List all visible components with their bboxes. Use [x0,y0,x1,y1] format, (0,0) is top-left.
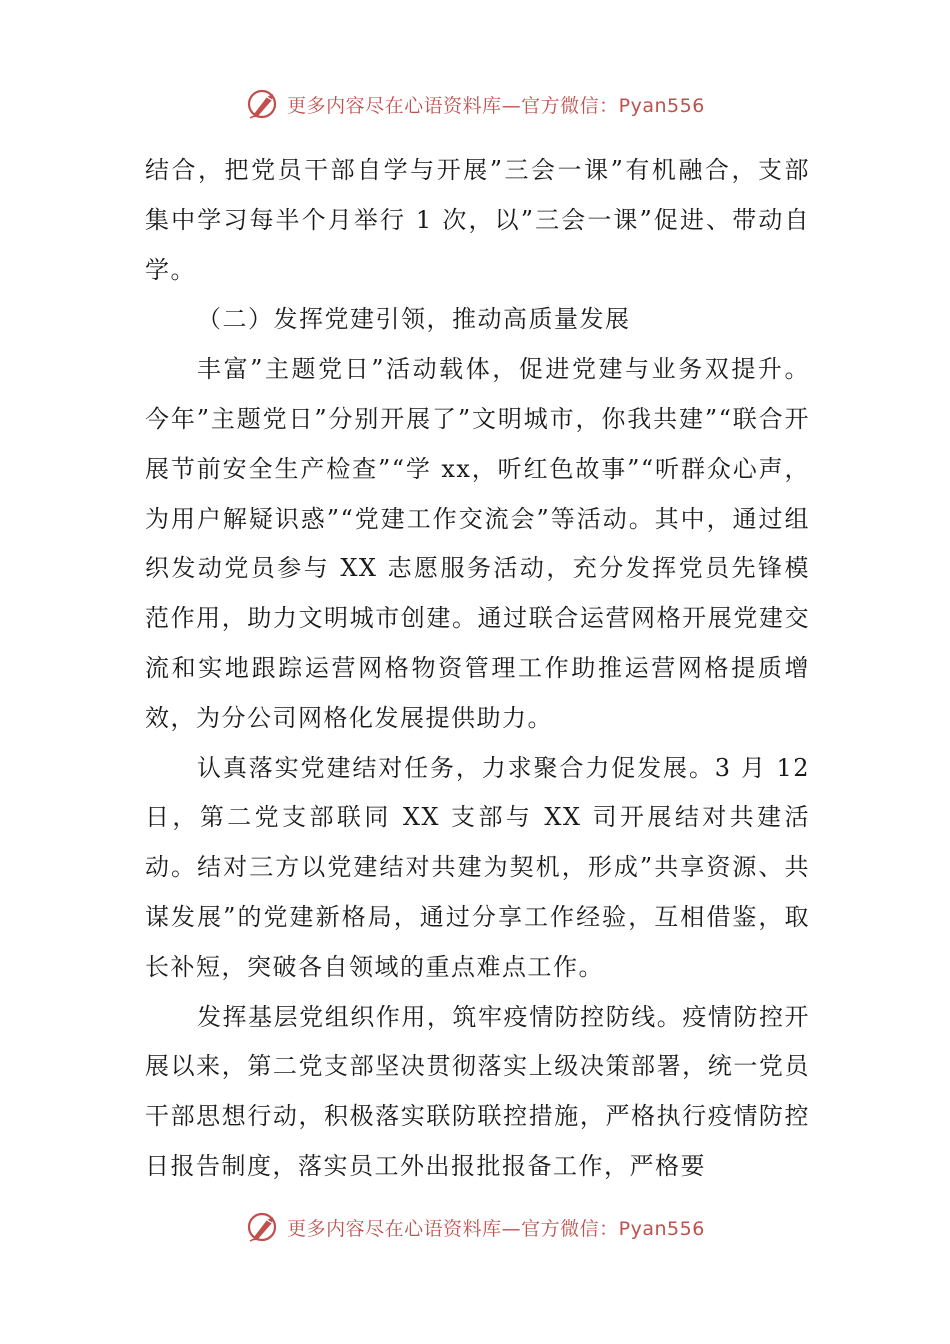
pen-nib-icon [245,1208,283,1246]
section-heading: （二）发挥党建引领，推动高质量发展 [197,305,631,334]
pen-nib-icon [245,85,283,123]
paragraph-epidemic-control: 发挥基层党组织作用，筑牢疫情防控防线。疫情防控开展以来，第二党支部坚决贯彻落实上级决策部署，统一党员干部思想行动，积极落实联防联控措施，严格执行疫情防控日报告制度，落实员工外出报批报备工作，严格要 [145,1002,810,1180]
footer-banner [0,1203,950,1251]
paragraph-continuation: 结合，把党员干部自学与开展”三会一课”有机融合，支部集中学习每半个月举行 1 次，以”三会一课”促进、带动自学。 [145,156,810,284]
footer-banner-text: 更多内容尽在心语资料库—官方微信：Pyan556 [287,1217,705,1240]
document-body [145,146,810,1192]
header-banner [0,80,950,128]
paragraph-theme-party-day: 丰富”主题党日”活动载体，促进党建与业务双提升。今年”主题党日”分别开展了”文明城市，你我共建”“联合开展节前安全生产检查”“学 xx，听红色故事”“听群众心声，为用户解疑识惑”“党建工作交流会”等活动。其中，通过组织发动党员参与 XX 志愿服务活动，充分发挥党员先锋模范作用，助力文明城市创建。通过联合运营网格开展党建交流和实地跟踪运营网格物资管理工作助推运营网格提质增效，为分公司网格化发展提供助力。 [145,355,810,732]
header-banner-text: 更多内容尽在心语资料库—官方微信：Pyan556 [287,94,705,117]
paragraph-pairing-task: 认真落实党建结对任务，力求聚合力促发展。3 月 12 日，第二党支部联同 XX 支部与 XX 司开展结对共建活动。结对三方以党建结对共建为契机，形成”共享资源、共谋发展”的党建新格局，通过分享工作经验，互相借鉴，取长补短，突破各自领域的重点难点工作。 [145,753,810,981]
